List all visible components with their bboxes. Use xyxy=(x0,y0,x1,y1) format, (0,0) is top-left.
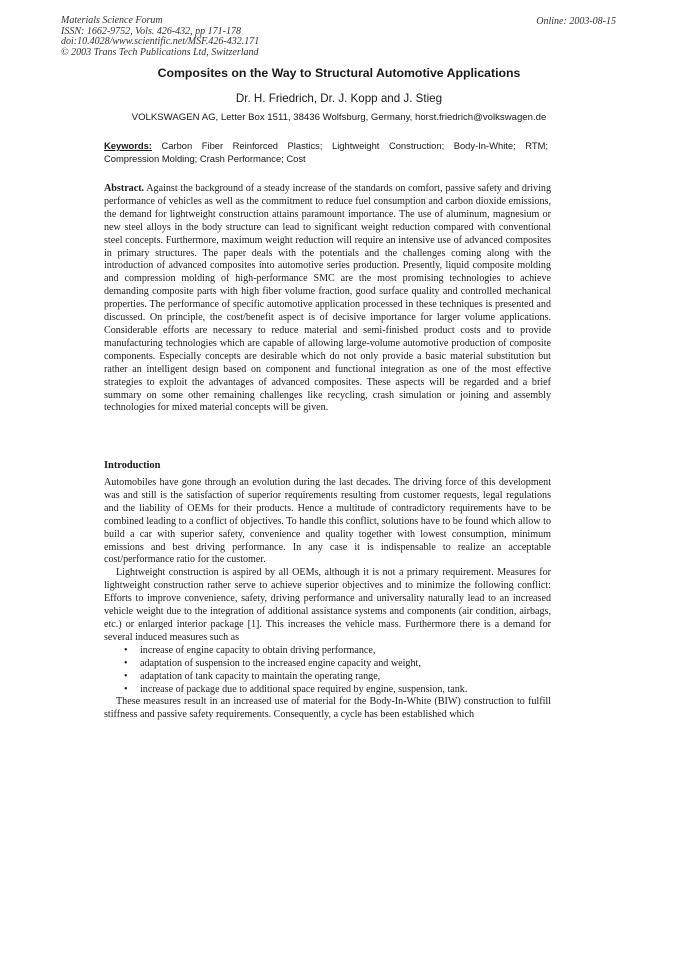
issn-line: ISSN: 1662-9752, Vols. 426-432, pp 171-178 xyxy=(61,25,241,37)
abstract-text: Against the background of a steady increase of the standards on comfort, passive safety and driving performance of vehicles as well as the commitment to reduce fuel consumption and carbon dioxide emissions, the demand for lightweight construction attains paramount importance. The use of aluminum, magnesium or new steel alloys in the body structure can lead to significant weight reduction compared with conventional steel concepts. Furthermore, maximum weight reduction will require an intensive use of advanced composites in primary structures. The paper deals with the potentials and the challenges coming along with the introduction of advanced composites into automotive series production. Presently, liquid composite molding and compression molding of high-performance SMC are the most promising technologies to achieve demanding composite parts with high fiber volume fraction, good surface quality and controlled mechanical properties. The performance of specific automotive application processed in these techniques is presented and discussed. On principle, the cost/benefit aspect is of decisive importance for larger volume applications. Considerable efforts are necessary to reduce material and semi-finished product costs and to provide manufacturing technologies which are capable of allowing large-volume automotive production of composite components. Especially concepts are desirable which do not only provide a basic material substitution but rather an intelligent design based on component and functional integration as one of the most effective strategies to exploit the advantages of advanced composites. These aspects will be regarded and a brief summary on some other remaining challenges like recycling, crash simulation or joining and assembly technologies for mixed material concepts will be given. xyxy=(104,183,551,414)
measures-list xyxy=(104,645,551,697)
online-date: Online: 2003-08-15 xyxy=(536,16,616,27)
list-item: • adaptation of tank capacity to maintain the operating range, xyxy=(124,670,381,682)
doi-line: doi:10.4028/www.scientific.net/MSF.426-432.171 xyxy=(61,36,260,48)
abstract-block xyxy=(104,183,551,415)
list-item: • adaptation of suspension to the increased engine capacity and weight, xyxy=(124,657,421,669)
bullet-icon: • xyxy=(124,657,128,669)
introduction-heading: Introduction xyxy=(104,460,161,471)
list-item: • increase of package due to additional space required by engine, suspension, tank. xyxy=(124,683,468,695)
intro-paragraph-2: Lightweight construction is aspired by all OEMs, although it is not a primary requirement. Measures for lightweight construction rather serve to achieve superior objectives and to minimize the following conflict: Efforts to improve convenience, safety, driving performance and universality naturally lead to an increased vehicle weight due to the integration of additional assistance systems and components (air condition, airbags, etc.) or enlarged interior package [1]. This increases the vehicle mass. Furthermore there is a demand for several induced measures such as xyxy=(104,567,551,643)
bullet-icon: • xyxy=(124,644,128,656)
keywords-block xyxy=(104,140,548,165)
bullet-icon: • xyxy=(124,683,128,695)
keywords-text: Carbon Fiber Reinforced Plastics; Lightweight Construction; Body-In-White; RTM; Compression Molding; Crash Performance; Cost xyxy=(104,140,548,164)
introduction-body xyxy=(104,477,551,722)
paper-title: Composites on the Way to Structural Automotive Applications xyxy=(157,66,521,80)
bullet-icon: • xyxy=(124,670,128,682)
keywords-label: Keywords: xyxy=(104,140,152,151)
journal-name: Materials Science Forum xyxy=(61,15,163,26)
list-item: • increase of engine capacity to obtain driving performance, xyxy=(124,644,376,656)
intro-paragraph-1: Automobiles have gone through an evolution during the last decades. The driving force of this development was and still is the satisfaction of superior requirements resulting from customer requests, legal regulations and the liability of OEMs for their products. Hence a multitude of contradictory requirements have to be combined leading to a conflict of objectives. To handle this conflict, solutions have to be found which allow to build a car with superior safety, convenience and quality together with lowest consumption, minimum emissions and best driving performance. In any case it is indispensable to realize an acceptable cost/performance ratio for the customer. xyxy=(104,477,551,566)
paper-authors: Dr. H. Friedrich, Dr. J. Kopp and J. Stieg xyxy=(235,92,443,105)
abstract-label: Abstract. xyxy=(104,183,145,194)
journal-header xyxy=(61,16,259,58)
intro-paragraph-3: These measures result in an increased use of material for the Body-In-White (BIW) construction to fulfill stiffness and passive safety requirements. Consequently, a cycle has been established which xyxy=(104,696,551,721)
affiliation: VOLKSWAGEN AG, Letter Box 1511, 38436 Wolfsburg, Germany, horst.friedrich@volkswagen.de xyxy=(131,112,547,123)
copyright-line: © 2003 Trans Tech Publications Ltd, Switzerland xyxy=(61,46,259,58)
